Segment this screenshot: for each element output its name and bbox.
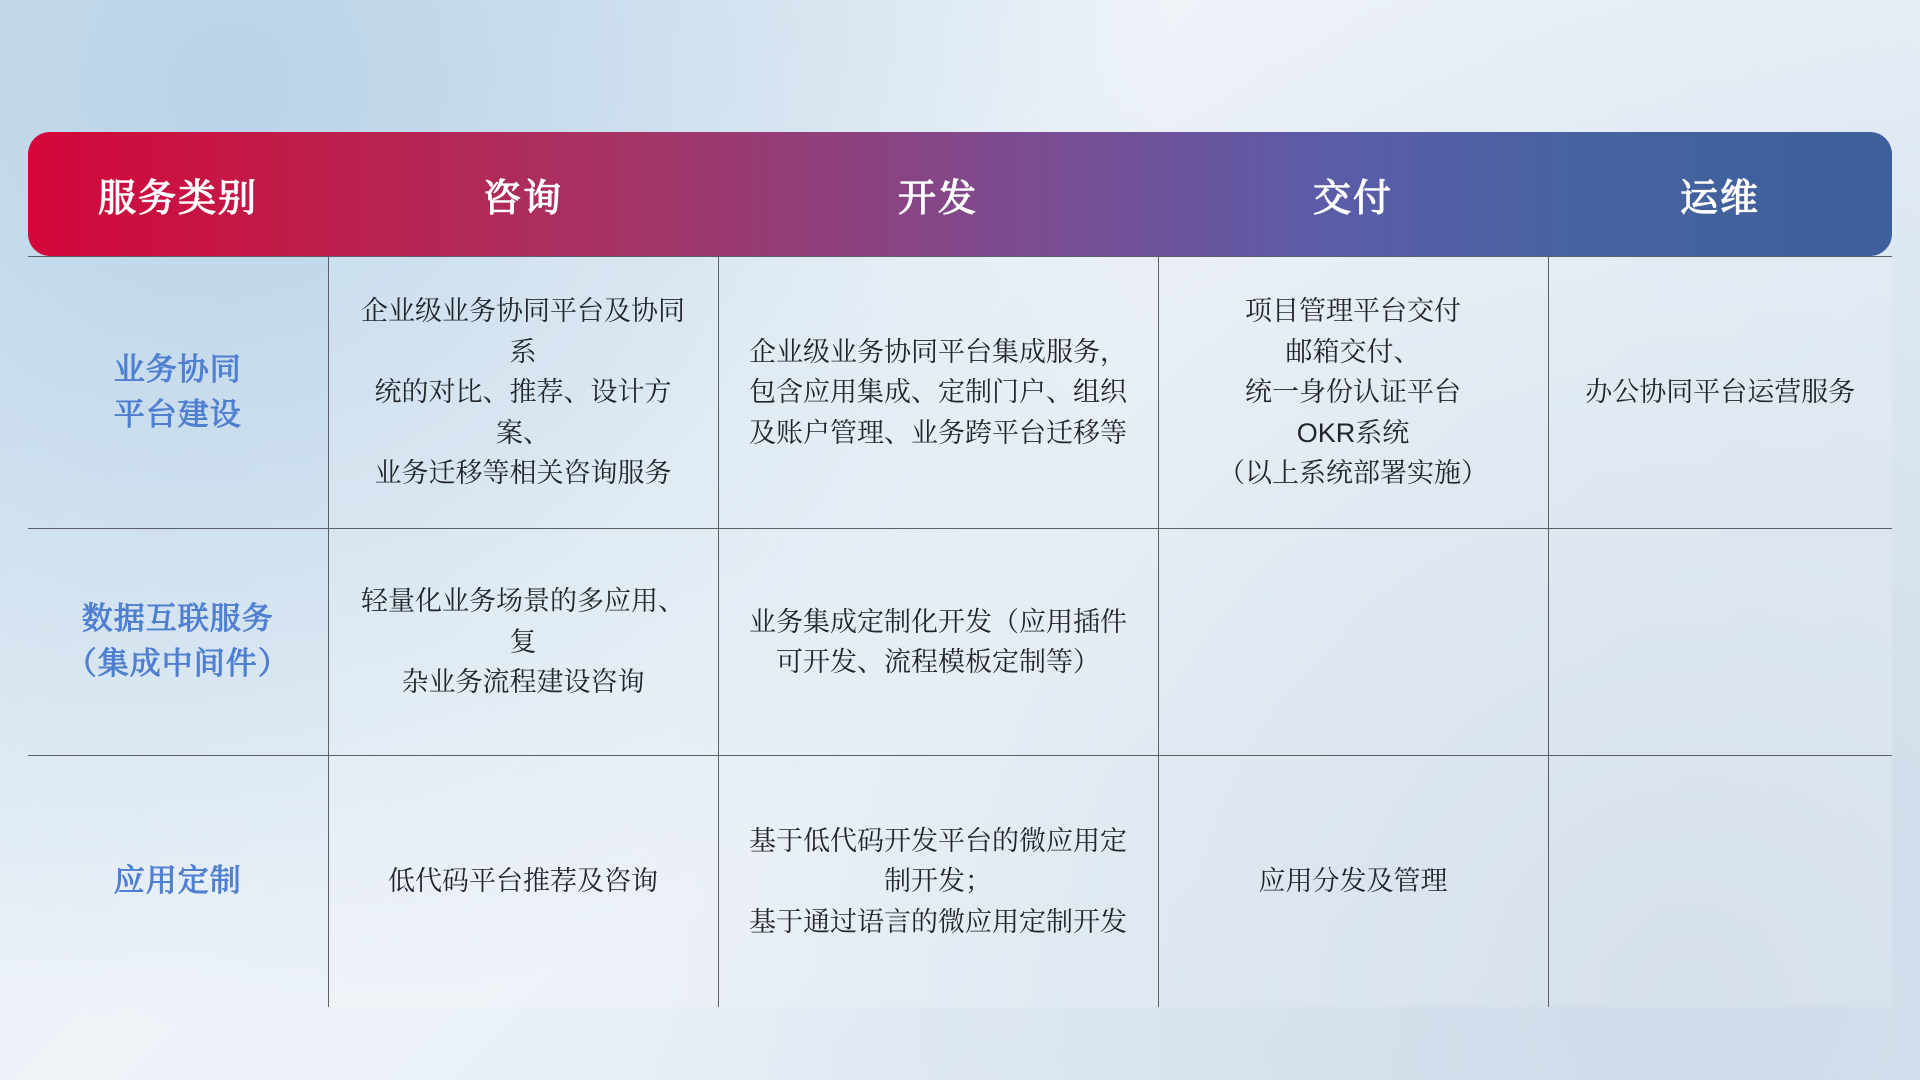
column-header-development: 开发 [897, 177, 978, 220]
table-row [28, 257, 1892, 529]
table-header-row [28, 132, 1892, 257]
cell-delivery [1158, 529, 1548, 756]
cell-development: 企业级业务协同平台集成服务， 包含应用集成、定制门户、组织 及账户管理、业务跨平台迁移等 [718, 257, 1158, 529]
cell-consulting: 低代码平台推荐及咨询 [328, 756, 718, 1008]
row-category-label: 数据互联服务 （集成中间件） [28, 529, 328, 756]
cell-operations: 办公协同平台运营服务 [1548, 257, 1892, 529]
row-category-label: 业务协同 平台建设 [28, 257, 328, 529]
cell-delivery: 应用分发及管理 [1158, 756, 1548, 1008]
cell-operations [1548, 756, 1892, 1008]
column-header-delivery: 交付 [1312, 177, 1393, 220]
cell-consulting: 企业级业务协同平台及协同系 统的对比、推荐、设计方案、 业务迁移等相关咨询服务 [328, 257, 718, 529]
cell-operations [1548, 529, 1892, 756]
cell-development: 业务集成定制化开发（应用插件 可开发、流程模板定制等） [718, 529, 1158, 756]
column-header-category: 服务类别 [97, 177, 258, 220]
table-row [28, 529, 1892, 756]
cell-development: 基于低代码开发平台的微应用定 制开发； 基于通过语言的微应用定制开发 [718, 756, 1158, 1008]
cell-delivery: 项目管理平台交付 邮箱交付、 统一身份认证平台 OKR系统 （以上系统部署实施） [1158, 257, 1548, 529]
row-category-label: 应用定制 [28, 756, 328, 1008]
column-header-consulting: 咨询 [482, 177, 563, 220]
table-row [28, 756, 1892, 1008]
column-header-operations: 运维 [1679, 177, 1760, 220]
service-matrix-table [28, 132, 1892, 1007]
cell-consulting: 轻量化业务场景的多应用、复 杂业务流程建设咨询 [328, 529, 718, 756]
